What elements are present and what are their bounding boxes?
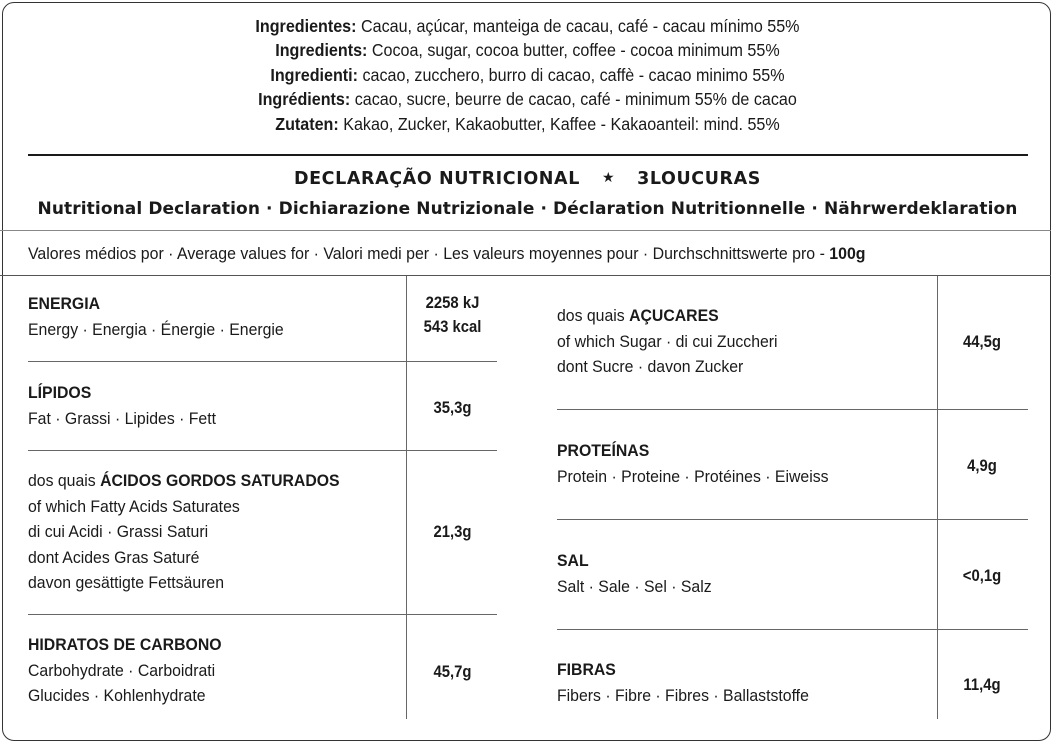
row-saturated-fat-line: of which Fatty Acids Saturates: [28, 496, 240, 516]
row-saturated-fat-heading: ÁCIDOS GORDOS SATURADOS: [100, 471, 340, 490]
energy-kcal: 543 kcal: [423, 318, 482, 336]
row-energy-value: [411, 291, 495, 339]
row-carbohydrate-line: Carbohydrate · Carboidrati: [28, 660, 216, 680]
row-fiber-heading: FIBRAS: [557, 660, 616, 679]
ingredients-de: Zutaten: Kakao, Zucker, Kakaobutter, Kaffee - Kakaoanteil: mind. 55%: [275, 113, 780, 134]
ingredients-pt: Ingredientes: Cacau, açúcar, manteiga de cacau, café - cacau mínimo 55%: [255, 16, 800, 36]
row-fat-value: 35,3g: [433, 399, 472, 417]
row-protein: [557, 438, 829, 489]
row-energy-heading: ENERGIA: [28, 294, 101, 313]
row-carbohydrate-value: 45,7g: [433, 663, 472, 681]
star-icon: ★: [601, 170, 616, 186]
left-row-separator: [28, 450, 497, 451]
row-salt-translations: Salt · Sale · Sel · Salz: [557, 576, 712, 596]
row-sugar-line: dont Sucre · davon Zucker: [557, 357, 744, 376]
row-protein-value: 4,9g: [967, 457, 997, 475]
row-carbohydrate: [28, 632, 222, 709]
row-carbohydrate-heading: HIDRATOS DE CARBONO: [28, 635, 222, 654]
table-top-rule: [0, 275, 1051, 276]
row-protein-translations: Protein · Proteine · Protéines · Eiweiss: [557, 466, 829, 486]
row-sugar: [557, 303, 778, 380]
row-fiber: [557, 657, 809, 708]
row-sugar-value: 44,5g: [963, 333, 1001, 351]
average-values-amount: 100g: [829, 244, 866, 263]
declaration-subtitle: Nutritional Declaration · Dichiarazione Nutrizionale · Déclaration Nutritionnelle · Nährwerdeklaration: [37, 199, 1018, 219]
left-column-divider: [406, 276, 407, 719]
row-salt: [557, 548, 712, 599]
right-row-separator: [557, 629, 1028, 630]
ingredients-block: [42, 14, 1013, 136]
ingredients-en: Ingredients: Cocoa, sugar, cocoa butter, coffee - cocoa minimum 55%: [275, 40, 780, 61]
row-fat-translations: Fat · Grassi · Lipides · Fett: [28, 408, 217, 428]
row-salt-heading: SAL: [557, 551, 589, 570]
ingredients-it: Ingredienti: cacao, zucchero, burro di cacao, caffè - cacao minimo 55%: [270, 64, 785, 85]
row-saturated-fat-value: 21,3g: [433, 523, 472, 541]
row-salt-value: <0,1g: [962, 567, 1002, 585]
row-fiber-value: 11,4g: [963, 676, 1001, 694]
right-column-divider: [937, 276, 938, 719]
row-sugar-heading-line: dos quais AÇUCARES: [557, 306, 719, 325]
energy-kj: 2258 kJ: [425, 294, 480, 312]
left-row-separator: [28, 361, 497, 362]
row-carbohydrate-line: Glucides · Kohlenhydrate: [28, 686, 206, 705]
brand-name: 3LOUCURAS: [637, 169, 761, 189]
declaration-title: [0, 169, 1055, 189]
average-values-text: Valores médios por · Average values for · Valori medi per · Les valeurs moyennes pour · Durchschnittswerte pro -: [28, 244, 830, 263]
row-saturated-fat: [28, 468, 340, 596]
declaration-title-text: DECLARAÇÃO NUTRICIONAL: [294, 169, 580, 189]
row-protein-heading: PROTEÍNAS: [557, 441, 650, 460]
row-energy: [28, 291, 284, 342]
row-saturated-fat-line: davon gesättigte Fettsäuren: [28, 573, 224, 592]
ingredients-fr: Ingrédients: cacao, sucre, beurre de cacao, café - minimum 55% de cacao: [258, 89, 797, 110]
average-values-line: [28, 244, 963, 264]
row-fat-heading: LÍPIDOS: [28, 383, 92, 402]
divider-middle: [0, 230, 1051, 231]
row-energy-translations: Energy · Energia · Énergie · Energie: [28, 319, 284, 339]
row-sugar-heading: AÇUCARES: [629, 306, 719, 325]
row-sugar-line: of which Sugar · di cui Zuccheri: [557, 331, 778, 351]
divider-top: [28, 154, 1028, 156]
row-saturated-fat-line: di cui Acidi · Grassi Saturi: [28, 522, 209, 541]
right-row-separator: [557, 519, 1028, 520]
row-saturated-fat-heading-line: dos quais ÁCIDOS GORDOS SATURADOS: [28, 471, 340, 490]
left-row-separator: [28, 614, 497, 615]
row-fiber-translations: Fibers · Fibre · Fibres · Ballaststoffe: [557, 685, 809, 705]
row-fat: [28, 380, 216, 431]
right-row-separator: [557, 409, 1028, 410]
row-saturated-fat-line: dont Acides Gras Saturé: [28, 547, 200, 567]
